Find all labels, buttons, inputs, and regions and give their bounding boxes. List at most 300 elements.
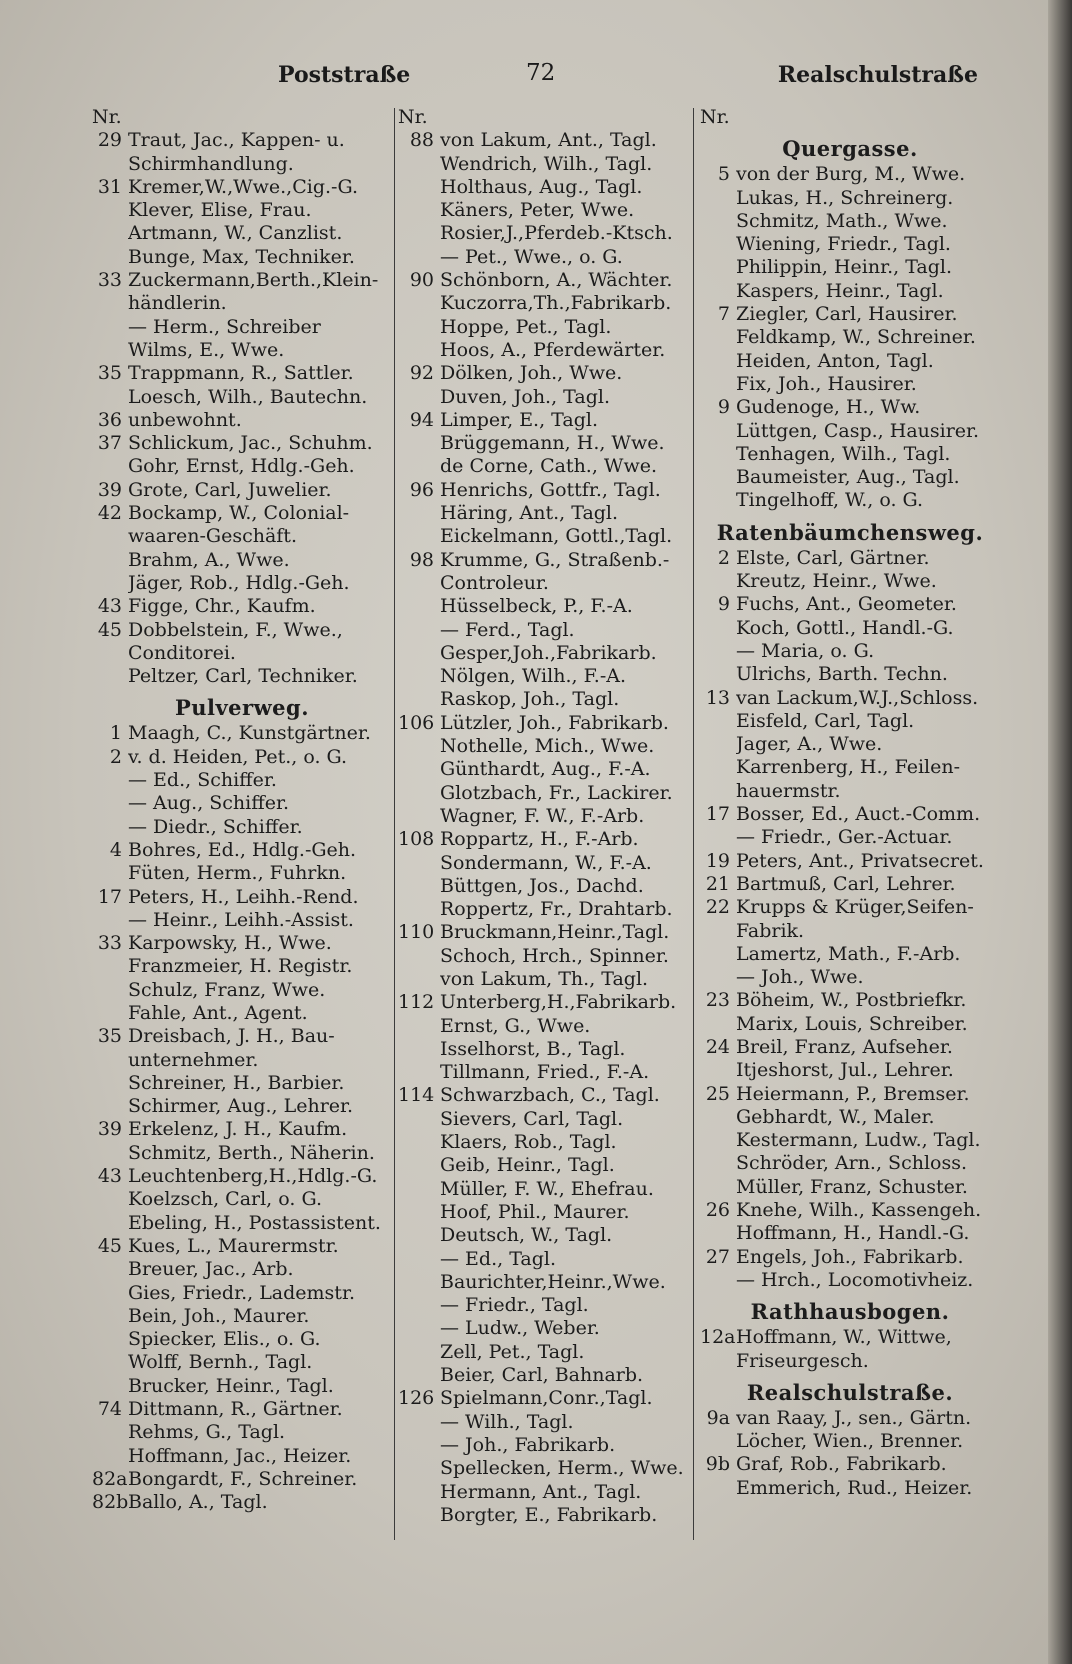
resident-entry: Wilms, E., Wwe. [128,338,285,361]
house-number [92,1049,128,1072]
directory-entry [398,735,690,758]
house-number [398,525,440,548]
directory-entry [92,129,392,152]
directory-entry [398,409,690,432]
directory-entry [398,921,690,944]
resident-entry: Karpowsky, H., Wwe. [128,932,332,955]
resident-entry: Deutsch, W., Tagl. [440,1224,613,1247]
house-number [92,1351,128,1374]
directory-entry [398,269,690,292]
directory-entry [398,782,690,805]
resident-entry: Fahle, Ant., Agent. [128,1001,308,1024]
resident-entry: Kues, L., Maurermstr. [128,1234,339,1257]
directory-entry [700,1430,1000,1453]
resident-entry: Brahm, A., Wwe. [128,548,290,571]
directory-entry [398,572,690,595]
house-number: 42 [97,502,122,525]
street-heading: Ratenbäumchensweg. [716,519,984,545]
house-number: 43 [97,595,122,618]
resident-entry: Müller, Franz, Schuster. [736,1175,968,1198]
house-number [700,826,736,849]
directory-entry [398,246,690,269]
column-divider [394,108,395,1540]
resident-entry: Geib, Heinr., Tagl. [440,1154,615,1177]
house-number: 22 [705,896,730,919]
house-number [398,688,440,711]
resident-entry: Bosser, Ed., Auct.-Comm. [736,803,981,826]
resident-entry: Franzmeier, H. Registr. [128,955,353,978]
directory-entry [92,292,392,315]
house-number [700,1269,736,1292]
directory-entry [398,199,690,222]
house-number [700,466,736,489]
resident-entry: Bockamp, W., Colonial- [128,502,350,525]
directory-entry [398,153,690,176]
house-number [398,852,440,875]
house-number [398,898,440,921]
resident-entry: Schmitz, Berth., Näherin. [128,1141,375,1164]
directory-entry [92,746,392,769]
directory-entry [92,386,392,409]
page-header [100,60,990,92]
resident-entry: — Ed., Schiffer. [128,769,277,792]
resident-entry: Baumeister, Aug., Tagl. [736,466,960,489]
resident-entry: Gesper,Joh.,Fabrikarb. [440,641,657,664]
resident-entry: Schoch, Hrch., Spinner. [440,944,669,967]
resident-entry: Schröder, Arn., Schloss. [736,1152,968,1175]
directory-entry [92,1351,392,1374]
house-number: 90 [409,269,434,292]
house-number [398,619,440,642]
resident-entry: Spellecken, Herm., Wwe. [440,1457,684,1480]
resident-entry: Brucker, Heinr., Tagl. [128,1374,334,1397]
house-number [398,1224,440,1247]
house-number [92,386,128,409]
resident-entry: Kreutz, Heinr., Wwe. [736,570,937,593]
house-number: 106 [398,711,435,734]
directory-entry [92,362,392,385]
directory-entry [92,1491,392,1514]
resident-entry: Engels, Joh., Fabrikarb. [736,1245,964,1268]
directory-entry [92,1375,392,1398]
house-number [398,642,440,665]
directory-entry [398,1481,690,1504]
directory-entry [92,792,392,815]
resident-entry: Koelzsch, Carl, o. G. [128,1188,322,1211]
directory-entry [398,316,690,339]
resident-entry: Bartmuß, Carl, Lehrer. [736,872,956,895]
directory-entry [398,1015,690,1038]
resident-entry: Leuchtenberg,H.,Hdlg.-G. [128,1165,378,1188]
resident-entry: Jäger, Rob., Hdlg.-Geh. [128,571,350,594]
directory-entry [398,1061,690,1084]
house-number [92,862,128,885]
house-number [700,326,736,349]
resident-entry: Koch, Gottl., Handl.-G. [736,616,954,639]
resident-entry: Zell, Pet., Tagl. [440,1340,585,1363]
resident-entry: Erkelenz, J. H., Kaufm. [128,1118,348,1141]
house-number [92,246,128,269]
directory-entry [700,803,1000,826]
directory-entry [700,570,1000,593]
resident-entry: — Wilh., Tagl. [440,1410,574,1433]
resident-entry: Ziegler, Carl, Hausirer. [736,303,958,326]
directory-entry [398,665,690,688]
resident-entry: Brüggemann, H., Wwe. [440,432,665,455]
resident-entry: Jager, A., Wwe. [736,733,883,756]
house-number [700,943,736,966]
resident-entry: Breuer, Jac., Arb. [128,1258,294,1281]
resident-entry: Eickelmann, Gottl.,Tagl. [440,525,673,548]
resident-entry: Krumme, G., Straßenb.- [440,548,670,571]
house-number [92,816,128,839]
resident-entry: Schirmer, Aug., Lehrer. [128,1095,354,1118]
resident-entry: Fix, Joh., Hausirer. [736,372,917,395]
house-number: 21 [705,872,730,895]
resident-entry: Günthardt, Aug., F.-A. [440,758,651,781]
directory-entry [398,432,690,455]
directory-entry [700,617,1000,640]
house-number [700,350,736,373]
resident-entry: Schmitz, Math., Wwe. [736,209,948,232]
resident-entry: Peltzer, Carl, Techniker. [128,665,358,688]
resident-entry: Hüsselbeck, P., F.-A. [440,595,633,618]
resident-entry: Tingelhoff, W., o. G. [736,489,924,512]
house-number: 4 [109,838,122,861]
resident-entry: hauermstr. [736,779,841,802]
directory-entry [92,1445,392,1468]
house-number: 12a [700,1326,736,1349]
directory-entry [398,1434,690,1457]
house-number: 35 [97,362,122,385]
directory-entry [92,1258,392,1281]
resident-entry: Limper, E., Tagl. [440,408,598,431]
directory-entry [92,455,392,478]
resident-entry: Nölgen, Wilh., F.-A. [440,665,627,688]
house-number [398,1341,440,1364]
directory-entry [92,886,392,909]
directory-entry [700,989,1000,1012]
house-number: 33 [97,932,122,955]
resident-entry: Loesch, Wilh., Bautechn. [128,385,368,408]
house-number [92,665,128,688]
directory-entry [92,1095,392,1118]
resident-entry: Schirmhandlung. [128,152,294,175]
resident-entry: de Corne, Cath., Wwe. [440,455,657,478]
resident-entry: von Lakum, Th., Tagl. [440,967,649,990]
directory-entry [92,722,392,745]
resident-entry: Hoffmann, H., Handl.-G. [736,1222,970,1245]
house-number [398,199,440,222]
house-number [398,945,440,968]
directory-entry [700,163,1000,186]
house-number [92,153,128,176]
resident-entry: Hermann, Ant., Tagl. [440,1480,642,1503]
resident-entry: — Ludw., Weber. [440,1317,600,1340]
resident-entry: Peters, H., Leihh.-Rend. [128,885,359,908]
resident-entry: unbewohnt. [128,408,242,431]
resident-entry: Heiermann, P., Bremser. [736,1082,970,1105]
directory-entry [398,875,690,898]
house-number: 37 [97,432,122,455]
house-number [92,1212,128,1235]
house-number [92,222,128,245]
resident-entry: Raskop, Joh., Tagl. [440,688,620,711]
directory-entry [700,280,1000,303]
resident-entry: Müller, F. W., Ehefrau. [440,1177,654,1200]
nr-label: Nr. [398,106,428,128]
resident-entry: van Raay, J., sen., Gärtn. [736,1406,972,1429]
directory-entry [398,339,690,362]
header-right-street: Realschulstraße [777,62,978,88]
house-number [398,1038,440,1061]
directory-entry [398,222,690,245]
house-number [398,1364,440,1387]
nr-label: Nr. [92,106,122,128]
house-number [700,233,736,256]
house-number [398,222,440,245]
page-number: 72 [526,60,556,86]
house-number [398,1061,440,1084]
directory-entry [92,1328,392,1351]
resident-entry: Karrenberg, H., Feilen- [736,756,961,779]
directory-entry [398,712,690,735]
house-number: 110 [398,921,435,944]
house-number [398,1131,440,1154]
directory-entry [92,1049,392,1072]
resident-entry: Schwarzbach, C., Tagl. [440,1084,660,1107]
resident-entry: Glotzbach, Fr., Lackirer. [440,781,673,804]
directory-entry [92,1118,392,1141]
resident-entry: Isselhorst, B., Tagl. [440,1037,626,1060]
house-number: 94 [409,408,434,431]
resident-entry: Wiening, Friedr., Tagl. [736,233,951,256]
house-number [92,316,128,339]
directory-entry [398,1387,690,1410]
resident-entry: — Ferd., Tagl. [440,618,575,641]
resident-entry: Tenhagen, Wilh., Tagl. [736,442,951,465]
directory-entry [398,455,690,478]
resident-entry: Bein, Joh., Maurer. [128,1304,310,1327]
resident-entry: Bohres, Ed., Hdlg.-Geh. [128,838,357,861]
directory-entry [700,1350,1000,1373]
directory-entry [398,362,690,385]
directory-entry [398,968,690,991]
directory-entry [700,966,1000,989]
directory-entry [92,1212,392,1235]
resident-entry: Kestermann, Ludw., Tagl. [736,1129,981,1152]
resident-entry: Wendrich, Wilh., Tagl. [440,152,653,175]
directory-entry [398,1271,690,1294]
directory-entry [398,129,690,152]
resident-entry: Conditorei. [128,641,236,664]
house-number [398,1271,440,1294]
directory-entry [700,873,1000,896]
resident-entry: Heiden, Anton, Tagl. [736,349,934,372]
directory-entry [398,1411,690,1434]
resident-entry: Hoof, Phil., Maurer. [440,1200,630,1223]
house-number [700,280,736,303]
resident-entry: Gies, Friedr., Lademstr. [128,1281,355,1304]
house-number [92,1282,128,1305]
resident-entry: Graf, Rob., Fabrikarb. [736,1453,947,1476]
directory-entry [398,1457,690,1480]
directory-entry [92,246,392,269]
resident-entry: Dobbelstein, F., Wwe., [128,618,343,641]
directory-entry [700,1176,1000,1199]
resident-entry: Löcher, Wien., Brenner. [736,1430,964,1453]
directory-entry [398,1131,690,1154]
resident-entry: Roppertz, Fr., Drahtarb. [440,898,673,921]
resident-entry: Hoppe, Pet., Tagl. [440,315,612,338]
house-number [700,1152,736,1175]
house-number [398,1481,440,1504]
directory-entry [700,593,1000,616]
house-number: 36 [97,408,122,431]
resident-entry: Lamertz, Math., F.-Arb. [736,942,961,965]
house-number [700,1059,736,1082]
house-number: 114 [398,1084,435,1107]
house-number: 19 [705,849,730,872]
resident-entry: Lützler, Joh., Fabrikarb. [440,711,669,734]
directory-entry [700,1407,1000,1430]
house-number: 25 [705,1082,730,1105]
house-number: 35 [97,1025,122,1048]
house-number [398,1248,440,1271]
directory-entry [700,756,1000,779]
house-number [398,1015,440,1038]
resident-entry: händlerin. [128,292,227,315]
resident-entry: Sondermann, W., F.-A. [440,851,652,874]
resident-entry: Friseurgesch. [736,1349,869,1372]
house-number: 7 [717,303,730,326]
directory-entry [700,663,1000,686]
house-number [700,570,736,593]
resident-entry: Spielmann,Conr.,Tagl. [440,1387,653,1410]
directory-entry [92,1002,392,1025]
directory-entry [92,1165,392,1188]
directory-entry [398,1294,690,1317]
directory-entry [92,269,392,292]
directory-entry [92,1188,392,1211]
directory-entry [92,572,392,595]
column-divider [693,108,694,1540]
directory-entry [92,1072,392,1095]
resident-entry: Wagner, F. W., F.-Arb. [440,804,645,827]
directory-entry [700,420,1000,443]
resident-entry: Artmann, W., Canzlist. [128,222,343,245]
directory-entry [700,1106,1000,1129]
house-number [92,1142,128,1165]
house-number: 13 [705,686,730,709]
directory-entry [92,176,392,199]
house-number [398,1178,440,1201]
resident-entry: — Hrch., Locomotivheiz. [736,1268,974,1291]
resident-entry: Rosier,J.,Pferdeb.-Ktsch. [440,222,673,245]
house-number [398,665,440,688]
resident-entry: — Joh., Fabrikarb. [440,1433,616,1456]
directory-entry [92,1025,392,1048]
house-number [92,1258,128,1281]
house-number: 88 [409,129,434,152]
house-number [700,710,736,733]
house-number [700,489,736,512]
resident-entry: Tillmann, Fried., F.-A. [440,1061,650,1084]
resident-entry: Dreisbach, J. H., Bau- [128,1025,335,1048]
directory-entry [700,1326,1000,1349]
house-number [398,1434,440,1457]
resident-entry: — Joh., Wwe. [736,966,864,989]
directory-entry [398,1341,690,1364]
house-number [700,420,736,443]
resident-entry: Roppartz, H., F.-Arb. [440,828,639,851]
house-number: 126 [398,1387,435,1410]
directory-entry [398,1038,690,1061]
resident-entry: van Lackum,W.J.,Schloss. [736,686,979,709]
resident-entry: Grote, Carl, Juwelier. [128,478,332,501]
resident-entry: Sievers, Carl, Tagl. [440,1107,624,1130]
directory-entry [398,898,690,921]
house-number [398,1108,440,1131]
resident-entry: Traut, Jac., Kappen- u. [128,129,345,152]
directory-entry [700,1059,1000,1082]
house-number [700,1013,736,1036]
resident-entry: Gohr, Ernst, Hdlg.-Geh. [128,455,355,478]
directory-entry [398,1504,690,1527]
directory-entry [92,769,392,792]
directory-entry [398,1084,690,1107]
resident-entry: von Lakum, Ant., Tagl. [440,129,657,152]
house-number: 96 [409,478,434,501]
resident-entry: Gebhardt, W., Maler. [736,1105,935,1128]
house-number [398,572,440,595]
directory-entry [700,733,1000,756]
directory-entry [398,688,690,711]
resident-entry: Kaspers, Heinr., Tagl. [736,279,944,302]
resident-entry: — Ed., Tagl. [440,1247,556,1270]
house-number [700,1350,736,1373]
directory-entry [92,316,392,339]
directory-entry [700,1477,1000,1500]
header-left-street: Poststraße [278,62,411,88]
directory-entry [398,1201,690,1224]
house-number [398,1457,440,1480]
resident-entry: Fuchs, Ant., Geometer. [736,593,957,616]
column-1 [92,106,392,1515]
directory-entry [398,991,690,1014]
resident-entry: Klever, Elise, Frau. [128,199,312,222]
house-number: 31 [97,175,122,198]
resident-entry: Maagh, C., Kunstgärtner. [128,722,371,745]
house-number [398,1294,440,1317]
house-number [92,1095,128,1118]
directory-entry [398,479,690,502]
house-number: 29 [97,129,122,152]
resident-entry: Henrichs, Gottfr., Tagl. [440,478,661,501]
directory-entry [92,595,392,618]
house-number: 1 [109,722,122,745]
house-number [92,455,128,478]
directory-entry [700,640,1000,663]
house-number: 17 [705,803,730,826]
resident-entry: unternehmer. [128,1048,259,1071]
directory-entry [398,1317,690,1340]
directory-entry [700,187,1000,210]
resident-entry: Ballo, A., Tagl. [128,1491,268,1514]
house-number: 92 [409,362,434,385]
house-number [92,572,128,595]
house-number [92,979,128,1002]
